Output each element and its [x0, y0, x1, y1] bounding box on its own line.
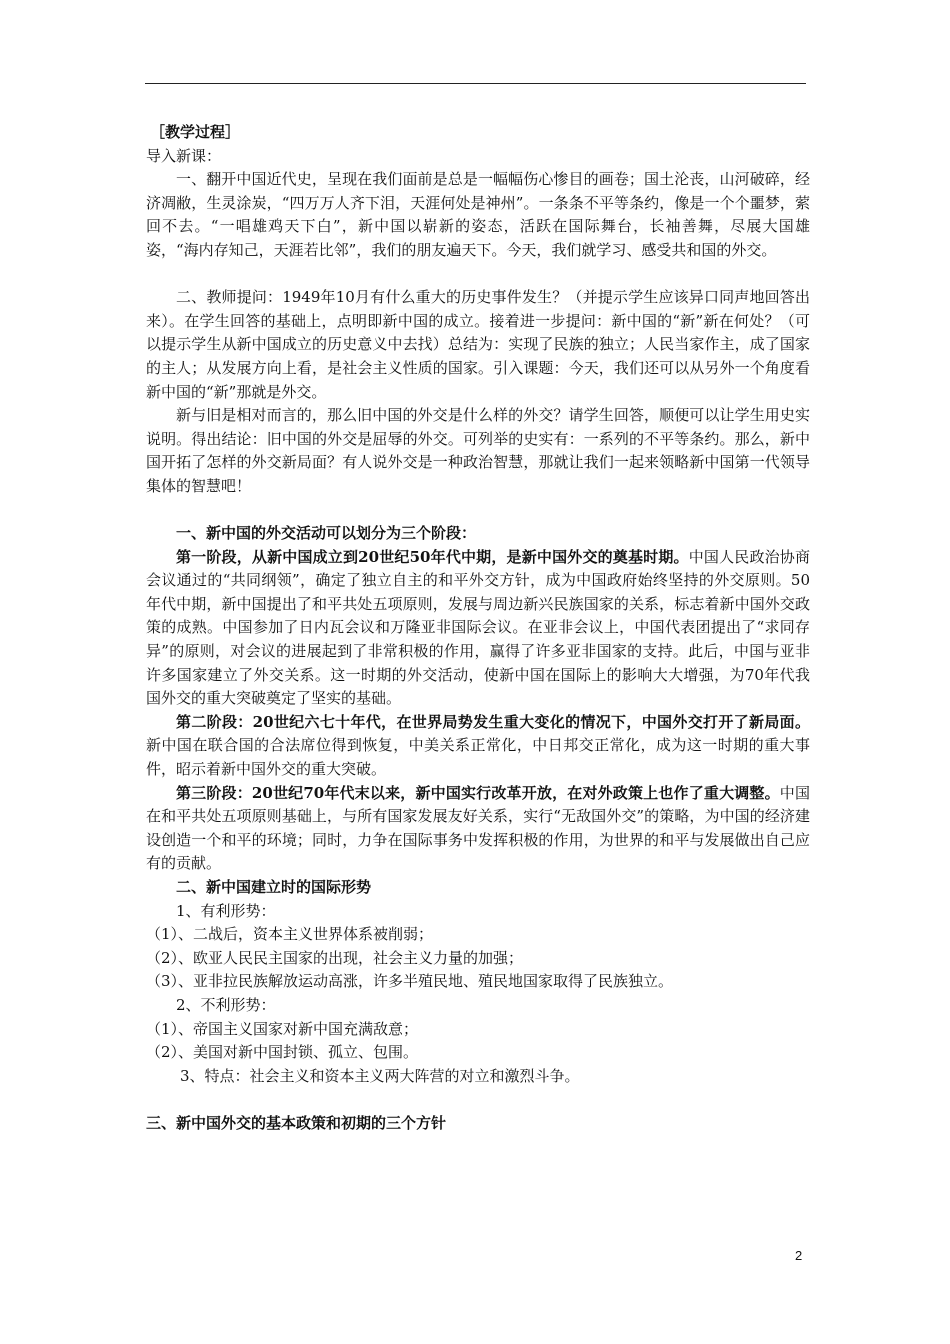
favorable-label: 1、有利形势： — [176, 901, 276, 920]
stage-3 — [146, 782, 810, 876]
paragraph-2: 二、教师提问：1949年10月有什么重大的历史事件发生？（并提示学生应该异口同声地回答出来）。在学生回答的基础上，点明即新中国的成立。接着进一步提问：新中国的“新”新在何处？（可以提示学生从新中国成立的历史意义中去找）总结为：实现了民族的独立；人民当家作主，成了国家的主人；从发展方向上看，是社会主义性质的国家。引入课题：今天，我们还可以从另外一个角度看新中国的“新”那就是外交。 — [146, 288, 810, 401]
document-body — [146, 121, 810, 1136]
header-rule — [145, 83, 806, 84]
heading: ［教学过程］ — [150, 123, 241, 141]
feature-line: 3、特点：社会主义和资本主义两大阵营的对立和激烈斗争。 — [180, 1066, 580, 1085]
paragraph-3: 新与旧是相对而言的，那么旧中国的外交是什么样的外交？请学生回答，顺便可以让学生用史实说明。得出结论：旧中国的外交是屈辱的外交。可列举的史实有：一系列的不平等条约。那么，新中国开拓了怎样的外交新局面？有人说外交是一种政治智慧，那就让我们一起来领略新中国第一代领导集体的智慧吧！ — [146, 406, 810, 495]
stage-2-bold: 第二阶段：20世纪六七十年代，在世界局势发生重大变化的情况下，中国外交打开了新局面。 — [176, 712, 810, 731]
section-1-title: 一、新中国的外交活动可以划分为三个阶段： — [176, 524, 477, 543]
stage-1-bold: 第一阶段，从新中国成立到20世纪50年代中期，是新中国外交的奠基时期。 — [176, 547, 689, 566]
unfavorable-item-1: （1）、帝国主义国家对新中国充满敌意； — [146, 1019, 419, 1038]
favorable-item-2: （2）、欧亚人民民主国家的出现，社会主义力量的加强； — [146, 948, 524, 967]
stage-3-bold: 第三阶段：20世纪70年代末以来，新中国实行改革开放，在对外政策上也作了重大调整。 — [176, 783, 780, 802]
stage-1-text: 中国人民政治协商会议通过的“共同纲领”，确定了独立自主的和平外交方针，成为中国政府始终坚持的外交原则。50年代中期，新中国提出了和平共处五项原则，发展与周边新兴民族国家的关系，标志着新中国外交政策的成熟。中国参加了日内瓦会议和万隆亚非国际会议。在亚非会议上，中国代表团提出了“求同存异”的原则，对会议的进展起到了非常积极的作用，赢得了许多亚非国家的支持。此后，中国与亚非许多国家建立了外交关系。这一时期的外交活动，使新中国在国际上的影响大大增强，为70年代我国外交的重大突破奠定了坚实的基础。 — [146, 547, 810, 708]
section-2-title: 二、新中国建立时的国际形势 — [176, 878, 372, 896]
section-3-title: 三、新中国外交的基本政策和初期的三个方针 — [146, 1113, 447, 1132]
unfavorable-item-2: （2）、美国对新中国封锁、孤立、包围。 — [146, 1043, 419, 1062]
paragraph-1: 一、翻开中国近代史，呈现在我们面前是总是一幅幅伤心惨目的画卷；国土沦丧，山河破碎，经济凋敝，生灵涂炭，“四万万人齐下泪，天涯何处是神州”。一条条不平等条约，像是一个个噩梦，萦回不去。“一唱雄鸡天下白”，新中国以崭新的姿态，活跃在国际舞台，长袖善舞，尽展大国雄姿，“海内存知己，天涯若比邻”，我们的朋友遍天下。今天，我们就学习、感受共和国的外交。 — [146, 170, 810, 259]
favorable-item-3: （3）、亚非拉民族解放运动高涨，许多半殖民地、殖民地国家取得了民族独立。 — [146, 972, 674, 991]
intro-label: 导入新课： — [146, 146, 222, 165]
stage-1 — [146, 546, 810, 711]
page-number: 2 — [795, 1248, 803, 1263]
unfavorable-label: 2、不利形势： — [176, 995, 276, 1014]
stage-2 — [146, 711, 810, 782]
favorable-item-1: （1）、二战后，资本主义世界体系被削弱； — [146, 925, 434, 944]
stage-2-text: 新中国在联合国的合法席位得到恢复，中美关系正常化，中日邦交正常化，成为这一时期的重大事件，昭示着新中国外交的重大突破。 — [146, 736, 810, 779]
stage-3-text: 中国在和平共处五项原则基础上，与所有国家发展友好关系，实行“无敌国外交”的策略，为中国的经济建设创造一个和平的环境；同时，力争在国际事务中发挥积极的作用，为世界的和平与发展做出自己应有的贡献。 — [146, 783, 810, 873]
